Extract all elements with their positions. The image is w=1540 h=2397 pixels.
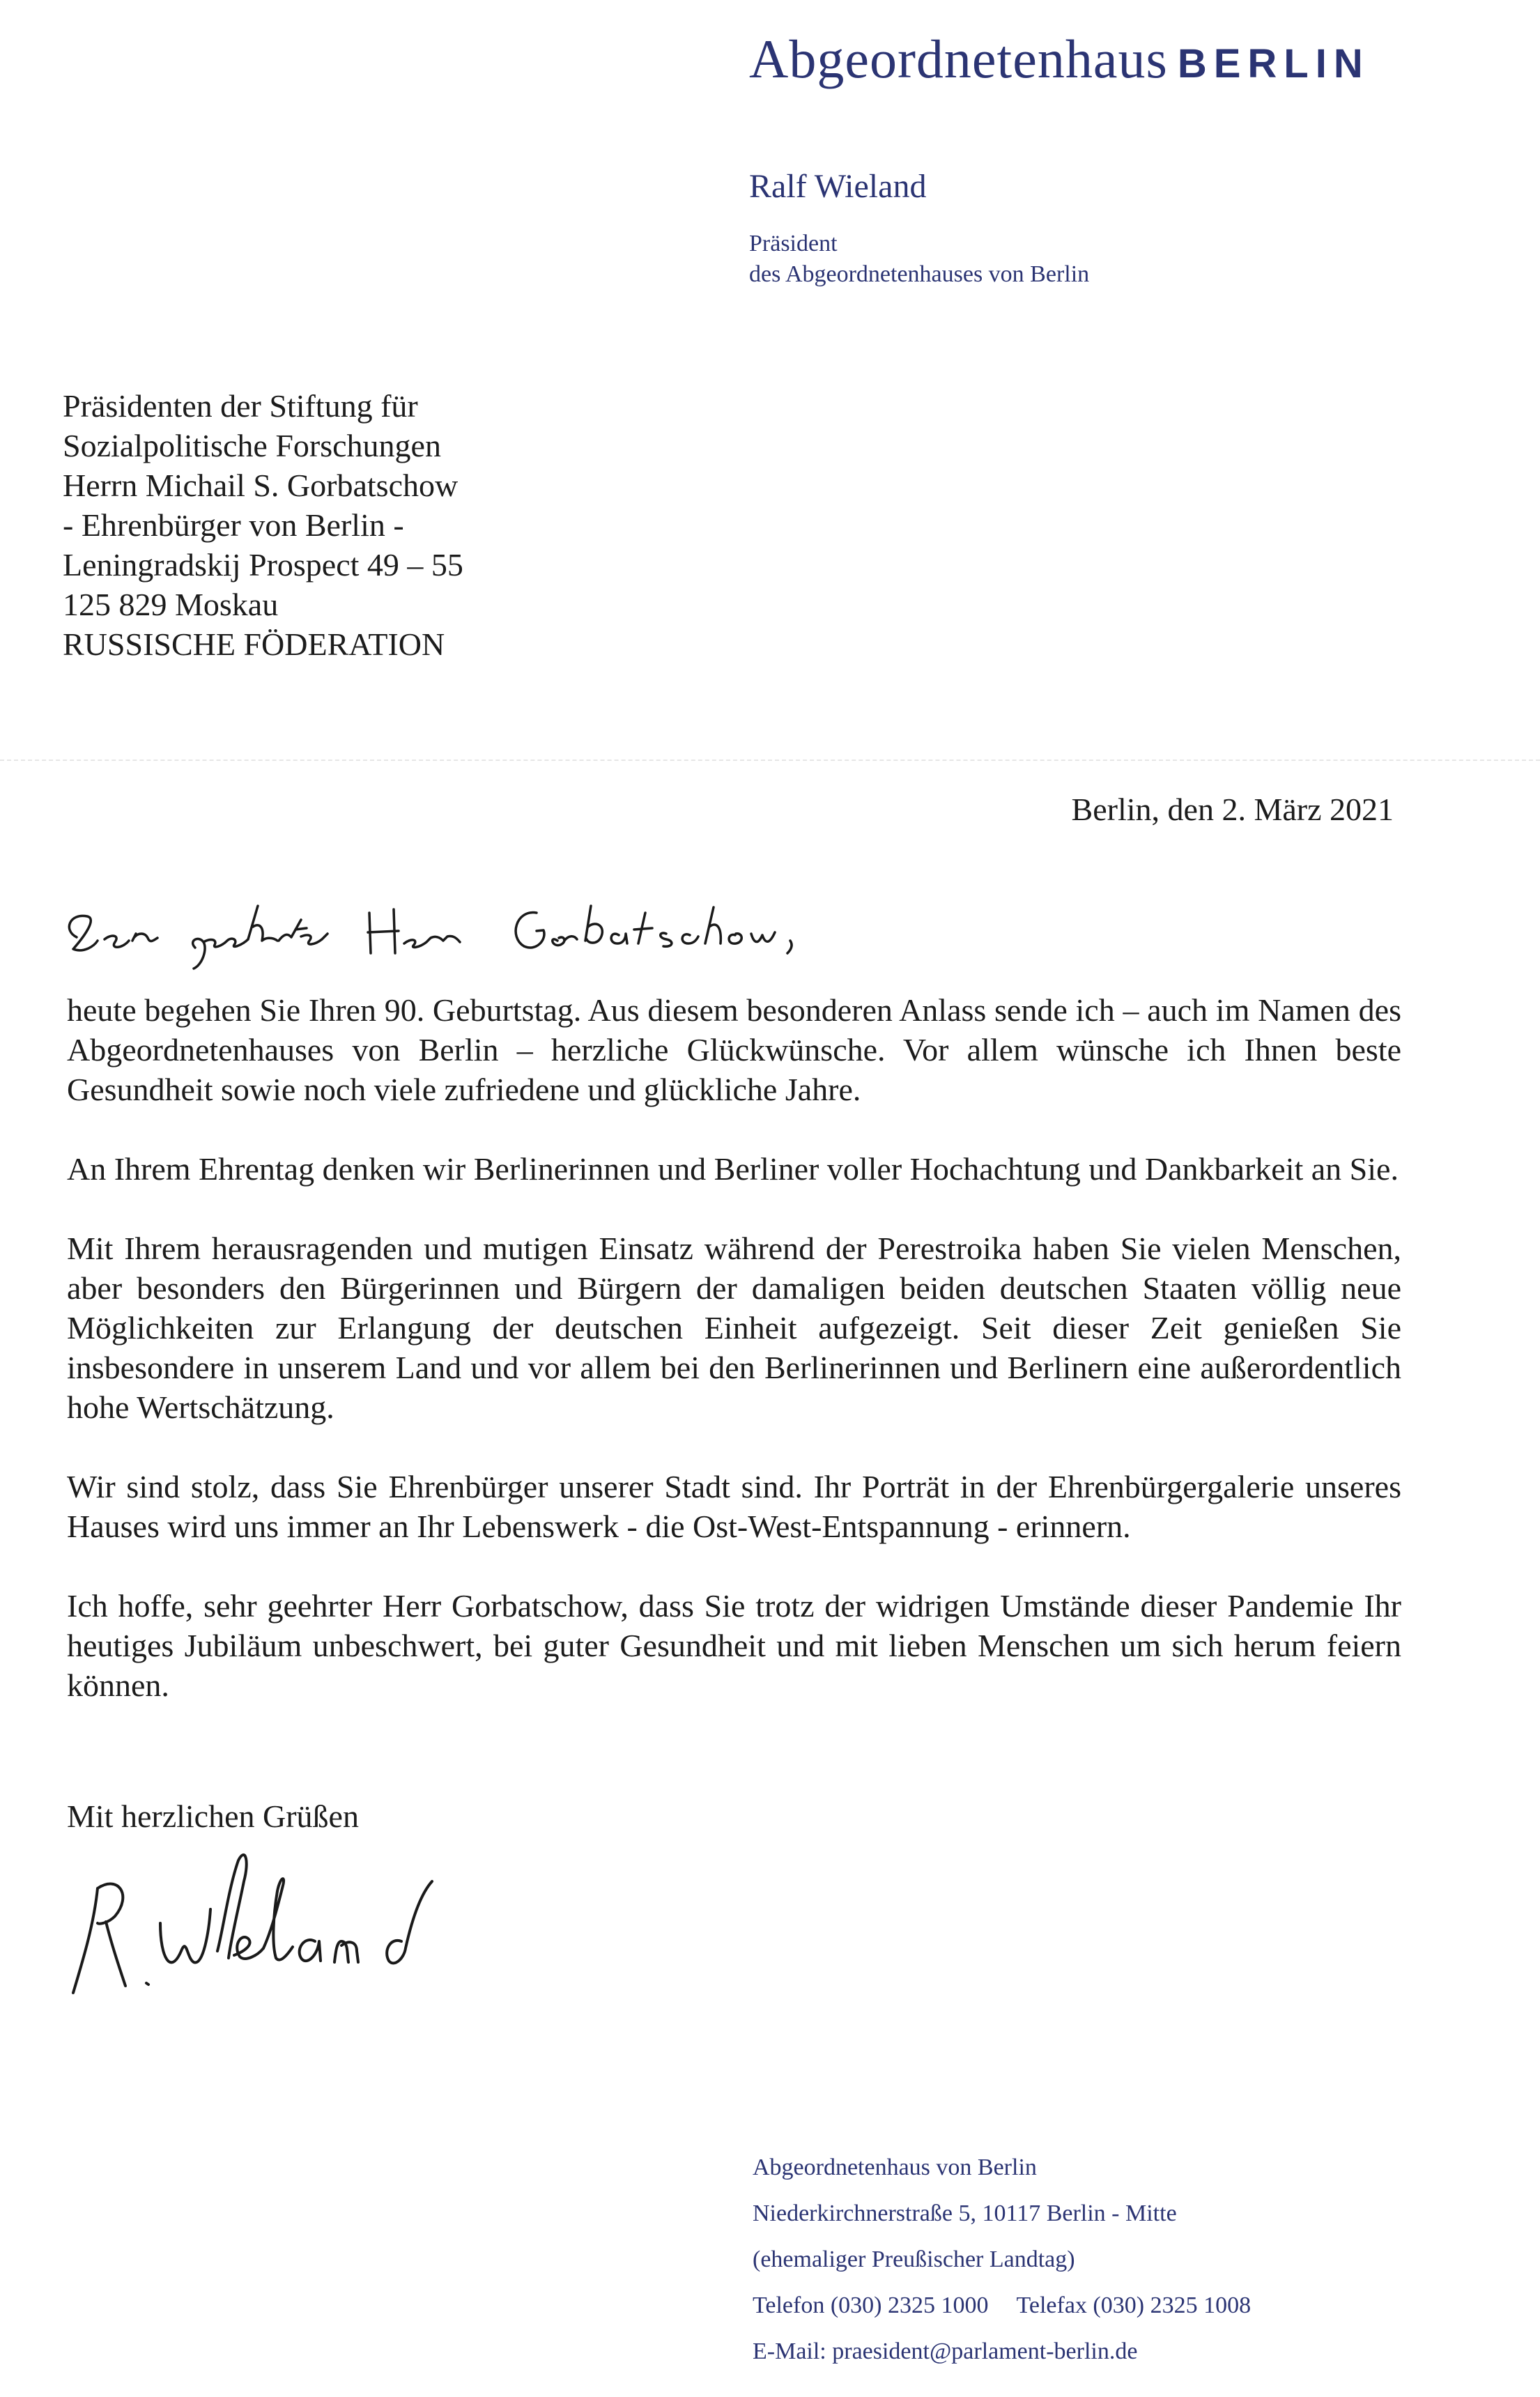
footer-phone-fax (753, 2283, 1251, 2329)
body-paragraph: Ich hoffe, sehr geehrter Herr Gorbatschow, dass Sie trotz der widrigen Umstände dieser Pandemie Ihr heutiges Jubiläum unbeschwert, bei guter Gesundheit und mit lieben Menschen um sich herum feiern können. (67, 1588, 1401, 1703)
address-line: Präsidenten der Stiftung für (63, 388, 418, 424)
recipient-address (63, 386, 463, 664)
closing-line: Mit herzlichen Grüßen (67, 1798, 359, 1834)
footer-institution: Abgeordnetenhaus von Berlin (753, 2155, 1037, 2180)
letterhead-title-main: Abgeordnetenhaus (749, 29, 1168, 89)
footer-email: E-Mail: praesident@parlament-berlin.de (753, 2338, 1138, 2364)
footer-contact (753, 2145, 1251, 2375)
address-line: Sozialpolitische Forschungen (63, 428, 441, 463)
footer-former: (ehemaliger Preußischer Landtag) (753, 2246, 1075, 2272)
sender-role-line-2: des Abgeordnetenhauses von Berlin (749, 261, 1090, 287)
sender-role (749, 229, 1089, 290)
body-paragraph: Mit Ihrem herausragenden und mutigen Einsatz während der Perestroika haben Sie vielen Menschen, aber besonders den Bürgerinnen und Bürgern der damaligen beiden deutschen Staaten völlig neue Möglichkeiten zur Erlangung der deutschen Einheit aufgezeigt. Seit dieser Zeit genießen Sie insbesondere in unserem Land und vor allem bei den Berlinerinnen und Berlinern eine außerordentlich hohe Wertschätzung. (67, 1231, 1401, 1425)
address-line: 125 829 Moskau (63, 587, 279, 622)
address-line: - Ehrenbürger von Berlin - (63, 507, 404, 543)
letter-body (67, 990, 1401, 1745)
letterhead-title (749, 28, 1370, 91)
fold-line (0, 760, 1540, 761)
address-line: Leningradskij Prospect 49 – 55 (63, 547, 463, 583)
footer-fax: Telefax (030) 2325 1008 (1016, 2292, 1252, 2318)
footer-street: Niederkirchnerstraße 5, 10117 Berlin - Mitte (753, 2201, 1177, 2226)
address-line: RUSSISCHE FÖDERATION (63, 626, 445, 662)
body-paragraph: An Ihrem Ehrentag denken wir Berlinerinnen und Berliner voller Hochachtung und Dankbarkeit an Sie. (67, 1151, 1399, 1187)
letter-date: Berlin, den 2. März 2021 (1071, 792, 1394, 827)
letterhead-title-city: BERLIN (1177, 41, 1370, 86)
body-paragraph: Wir sind stolz, dass Sie Ehrenbürger unserer Stadt sind. Ihr Porträt in der Ehrenbürgergalerie unseres Hauses wird uns immer an Ihr Lebenswerk - die Ost-West-Entspannung - erinnern. (67, 1469, 1401, 1544)
body-paragraph: heute begehen Sie Ihren 90. Geburtstag. Aus diesem besonderen Anlass sende ich – auch im Namen des Abgeordnetenhauses von Berlin – herzliche Glückwünsche. Vor allem wünsche ich Ihnen beste Gesundheit sowie noch viele zufriedene und glückliche Jahre. (67, 992, 1401, 1107)
handwritten-salutation (56, 871, 892, 989)
sender-name: Ralf Wieland (749, 168, 927, 205)
footer-phone: Telefon (030) 2325 1000 (753, 2292, 989, 2318)
address-line: Herrn Michail S. Gorbatschow (63, 468, 459, 503)
sender-role-line-1: Präsident (749, 231, 838, 256)
signature (56, 1819, 544, 2014)
